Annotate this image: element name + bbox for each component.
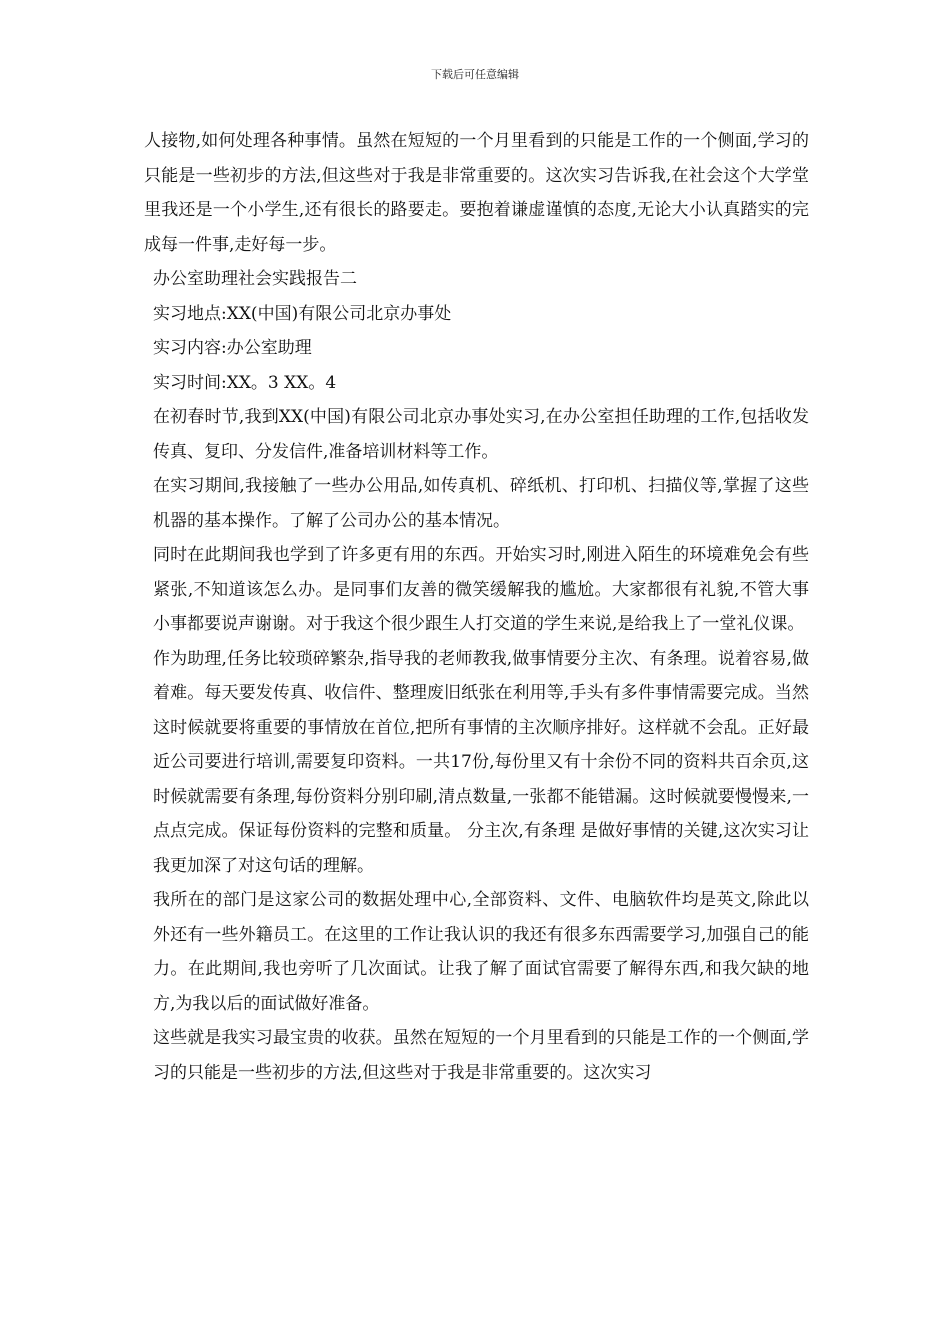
document-body bbox=[144, 124, 809, 1090]
paragraph: 这些就是我实习最宝贵的收获。虽然在短短的一个月里看到的只能是工作的一个侧面,学习的只能是一些初步的方法,但这些对于我是非常重要的。这次实习 bbox=[153, 1028, 809, 1083]
paragraph: 在初春时节,我到XX(中国)有限公司北京办事处实习,在办公室担任助理的工作,包括收发传真、复印、分发信件,准备培训材料等工作。 bbox=[153, 407, 809, 462]
page-header: 下载后可任意编辑 bbox=[431, 68, 519, 81]
paragraph: 人接物,如何处理各种事情。虽然在短短的一个月里看到的只能是工作的一个侧面,学习的只能是一些初步的方法,但这些对于我是非常重要的。这次实习告诉我,在社会这个大学堂里我还是一个小学生,还有很长的路要走。要抱着谦虚谨慎的态度,无论大小认真踏实的完成每一件事,走好每一步。 bbox=[144, 131, 809, 255]
paragraph: 实习地点:XX(中国)有限公司北京办事处 bbox=[153, 303, 452, 324]
paragraph: 在实习期间,我接触了一些办公用品,如传真机、碎纸机、打印机、扫描仪等,掌握了这些机器的基本操作。了解了公司办公的基本情况。 bbox=[153, 476, 809, 531]
paragraph: 我所在的部门是这家公司的数据处理中心,全部资料、文件、电脑软件均是英文,除此以外还有一些外籍员工。在这里的工作让我认识的我还有很多东西需要学习,加强自己的能力。在此期间,我也旁听了几次面试。让我了解了面试官需要了解得东西,和我欠缺的地方,为我以后的面试做好准备。 bbox=[153, 890, 809, 1014]
paragraph: 实习时间:XX。3 XX。4 bbox=[153, 372, 337, 393]
paragraph: 作为助理,任务比较琐碎繁杂,指导我的老师教我,做事情要分主次、有条理。说着容易,做着难。每天要发传真、收信件、整理废旧纸张在利用等,手头有多件事情需要完成。当然这时候就要将重要的事情放在首位,把所有事情的主次顺序排好。这样就不会乱。正好最近公司要进行培训,需要复印资料。一共17份,每份里又有十余份不同的资料共百余页,这时候就需要有条理,每份资料分别印刷,清点数量,一张都不能错漏。这时候就要慢慢来,一点点完成。保证每份资料的完整和质量。 分主次,有条理 是做好事情的关键,这次实习让我更加深了对这句话的理解。 bbox=[153, 648, 809, 876]
paragraph: 实习内容:办公室助理 bbox=[153, 338, 312, 358]
paragraph: 同时在此期间我也学到了许多更有用的东西。开始实习时,刚进入陌生的环境难免会有些紧张,不知道该怎么办。是同事们友善的微笑缓解我的尴尬。大家都很有礼貌,不管大事小事都要说声谢谢。对于我这个很少跟生人打交道的学生来说,是给我上了一堂礼仪课。 bbox=[153, 545, 809, 634]
section-title: 办公室助理社会实践报告二 bbox=[153, 269, 357, 289]
